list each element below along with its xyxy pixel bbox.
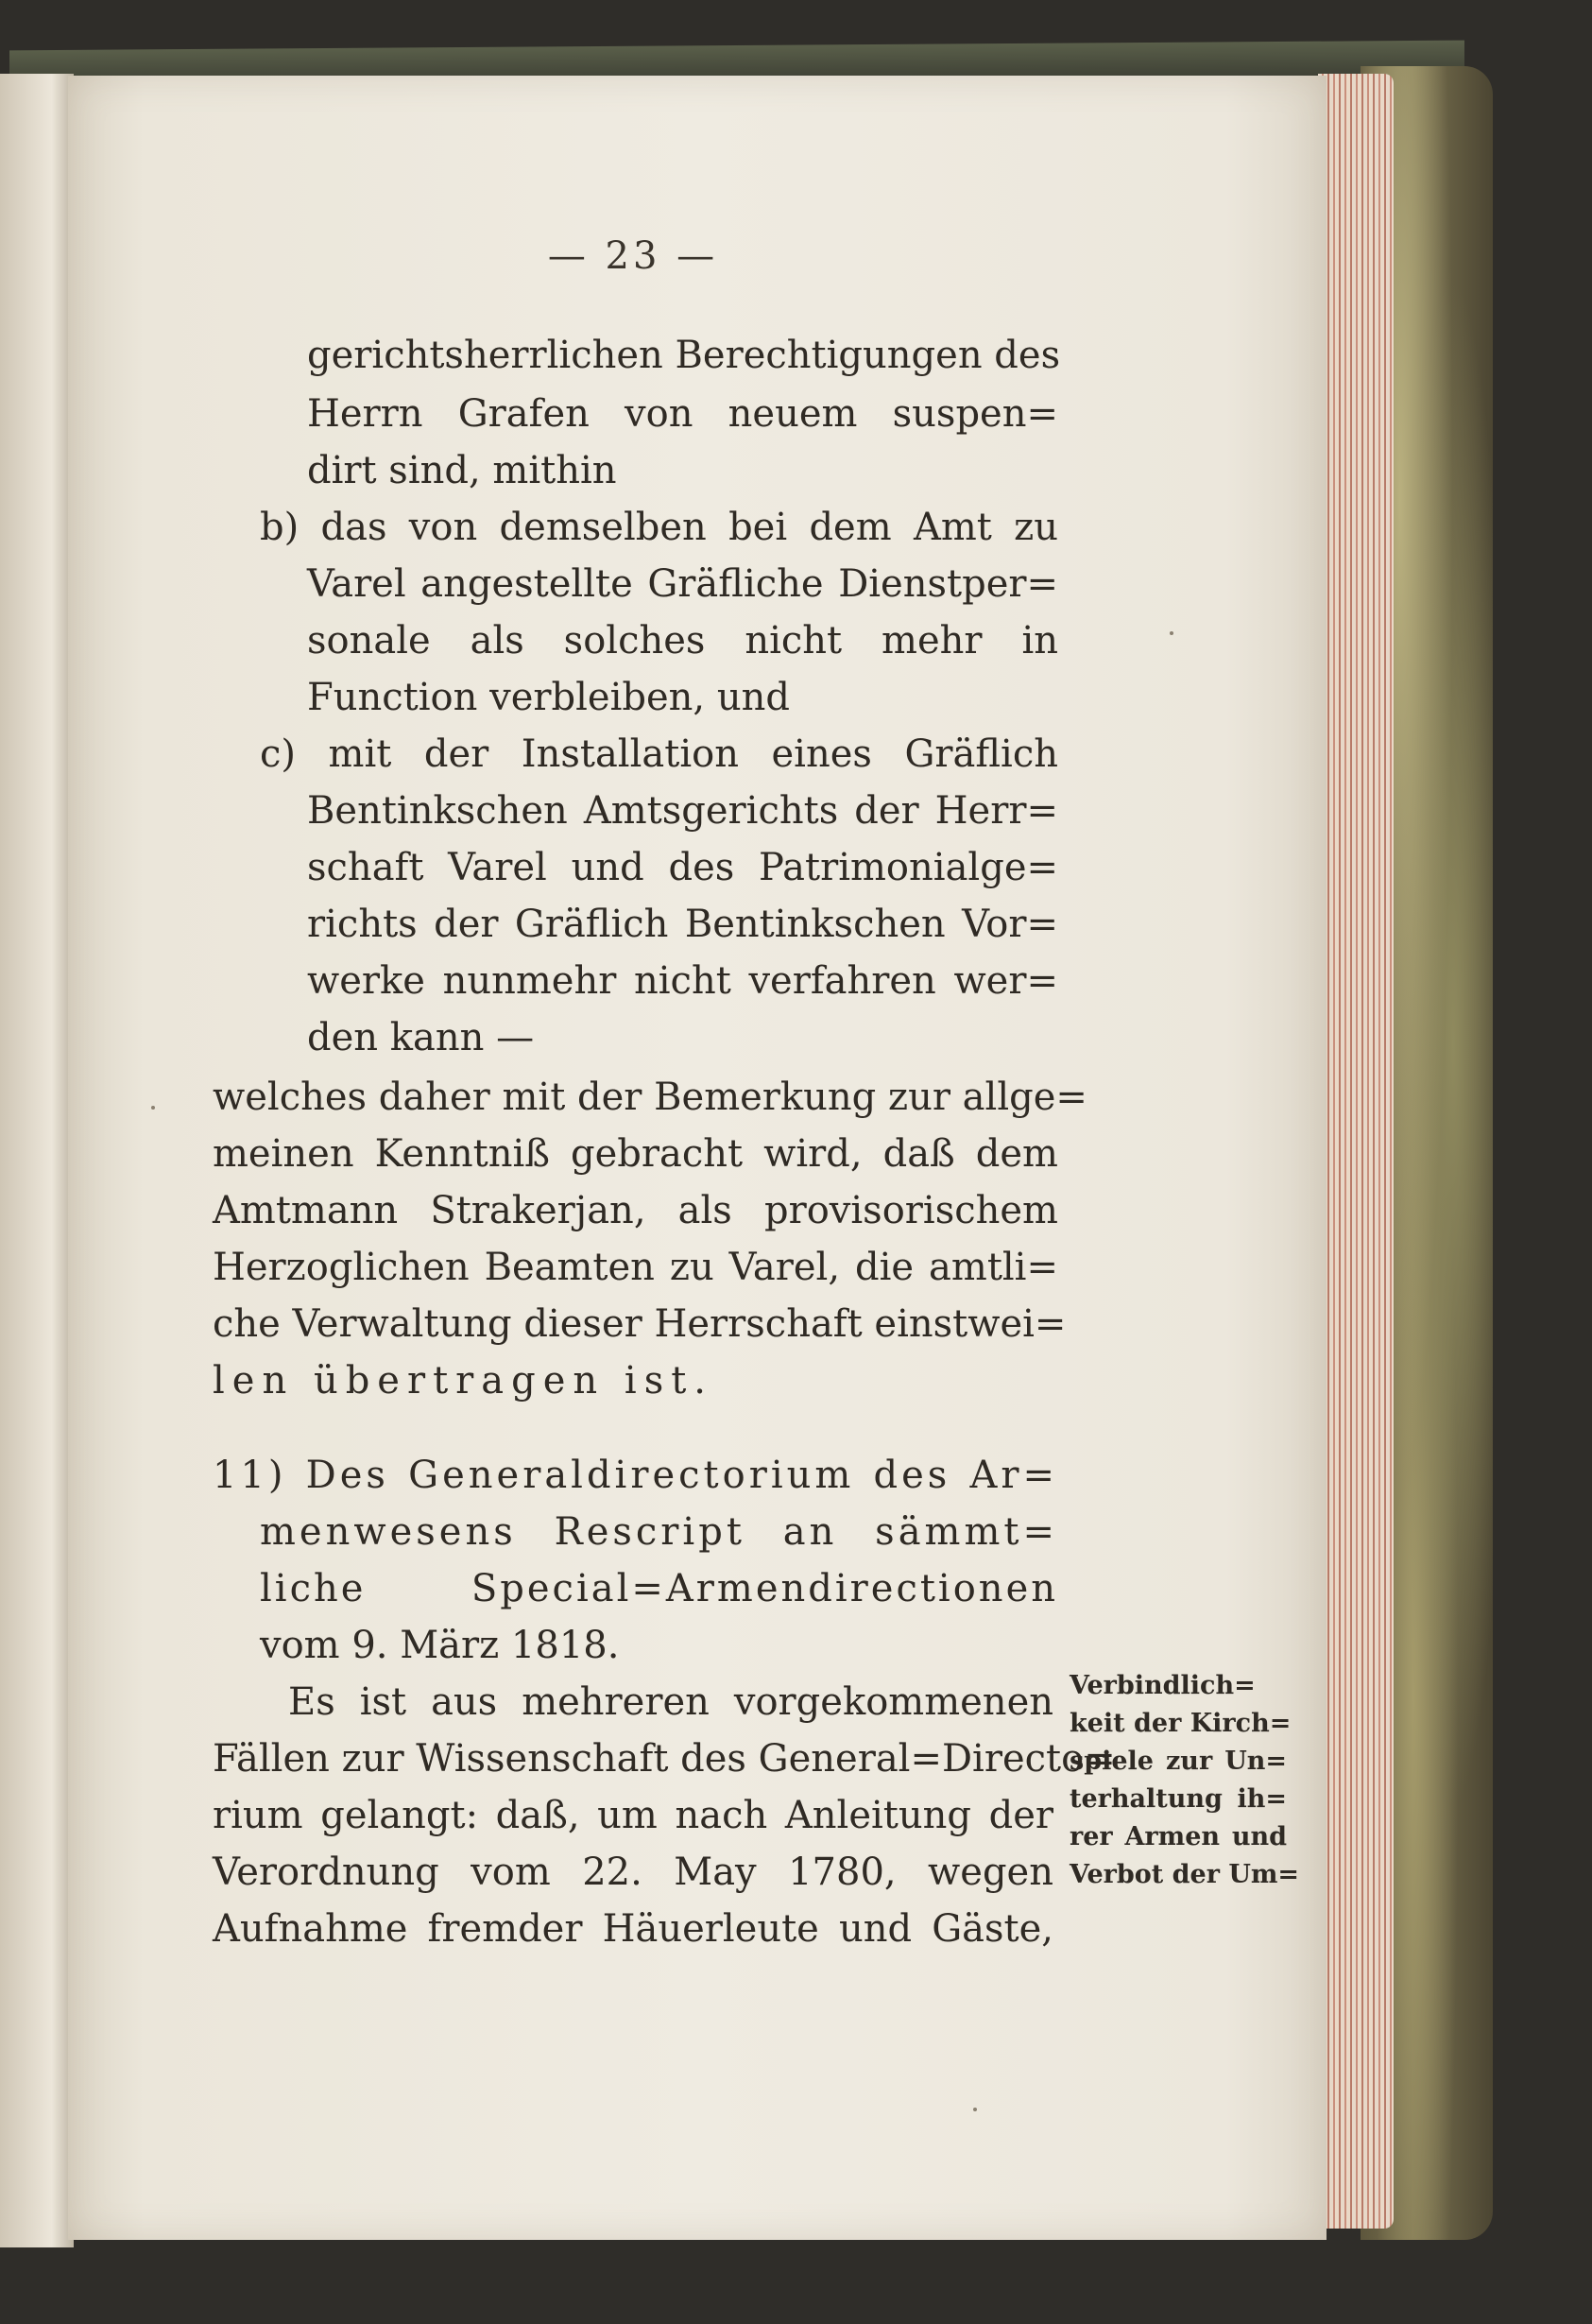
text-line: Aufnahme fremder Häuerleute und Gäste, bbox=[213, 1907, 1053, 1951]
section-heading: vom 9. März 1818. bbox=[260, 1624, 620, 1667]
margin-note-line: keit der Kirch= bbox=[1070, 1709, 1292, 1738]
section-heading: 11) Des Generaldirectorium des Ar= bbox=[213, 1454, 1058, 1497]
text-line: Es ist aus mehreren vorgekommenen bbox=[288, 1680, 1053, 1724]
paper-speck bbox=[1170, 631, 1173, 635]
page-number: — 23 — bbox=[547, 234, 719, 278]
text-line: sonale als solches nicht mehr in bbox=[307, 619, 1058, 663]
text-line: den kann — bbox=[307, 1016, 535, 1059]
text-line: gerichtsherrlichen Berechtigungen des bbox=[307, 334, 1061, 377]
text-line: len übertragen ist. bbox=[213, 1359, 714, 1403]
text-line: dirt sind, mithin bbox=[307, 449, 617, 492]
margin-note-line: Verbot der Um= bbox=[1070, 1860, 1300, 1889]
margin-note-line: rer Armen und bbox=[1070, 1822, 1287, 1851]
page-edges bbox=[1318, 74, 1394, 2229]
text-line: Herrn Grafen von neuem suspen= bbox=[307, 392, 1058, 436]
facing-page-edge bbox=[0, 74, 74, 2247]
text-line: richts der Gräflich Bentinkschen Vor= bbox=[307, 903, 1058, 946]
text-line: che Verwaltung dieser Herrschaft einstwei= bbox=[213, 1302, 1067, 1346]
margin-note-line: Verbindlich= bbox=[1070, 1671, 1256, 1700]
text-line: Amtmann Strakerjan, als provisorischem bbox=[213, 1189, 1058, 1232]
text-line: Verordnung vom 22. May 1780, wegen bbox=[213, 1851, 1053, 1894]
paper-speck bbox=[151, 1106, 155, 1110]
text-line: Function verbleiben, und bbox=[307, 676, 790, 719]
text-line: werke nunmehr nicht verfahren wer= bbox=[307, 959, 1058, 1003]
section-heading: menwesens Rescript an sämmt= bbox=[260, 1510, 1058, 1554]
text-line: Bentinkschen Amtsgerichts der Herr= bbox=[307, 789, 1058, 833]
text-line: meinen Kenntniß gebracht wird, daß dem bbox=[213, 1132, 1058, 1176]
text-line: rium gelangt: daß, um nach Anleitung der bbox=[213, 1794, 1053, 1837]
text-line: Fällen zur Wissenschaft des General=Directo= bbox=[213, 1737, 1116, 1781]
list-item-c: c) mit der Installation eines Gräflich bbox=[260, 732, 1058, 776]
list-item-b: b) das von demselben bei dem Amt zu bbox=[260, 506, 1058, 549]
text-line: schaft Varel und des Patrimonialge= bbox=[307, 846, 1058, 889]
paper-speck bbox=[973, 2108, 977, 2111]
text-line: welches daher mit der Bemerkung zur allge= bbox=[213, 1076, 1087, 1119]
margin-note-line: spiele zur Un= bbox=[1070, 1747, 1287, 1776]
text-line: Herzoglichen Beamten zu Varel, die amtli= bbox=[213, 1246, 1058, 1289]
section-heading: liche Special=Armendirectionen bbox=[260, 1567, 1058, 1610]
margin-note-line: terhaltung ih= bbox=[1070, 1784, 1287, 1814]
text-line: Varel angestellte Gräfliche Dienstper= bbox=[307, 562, 1058, 606]
